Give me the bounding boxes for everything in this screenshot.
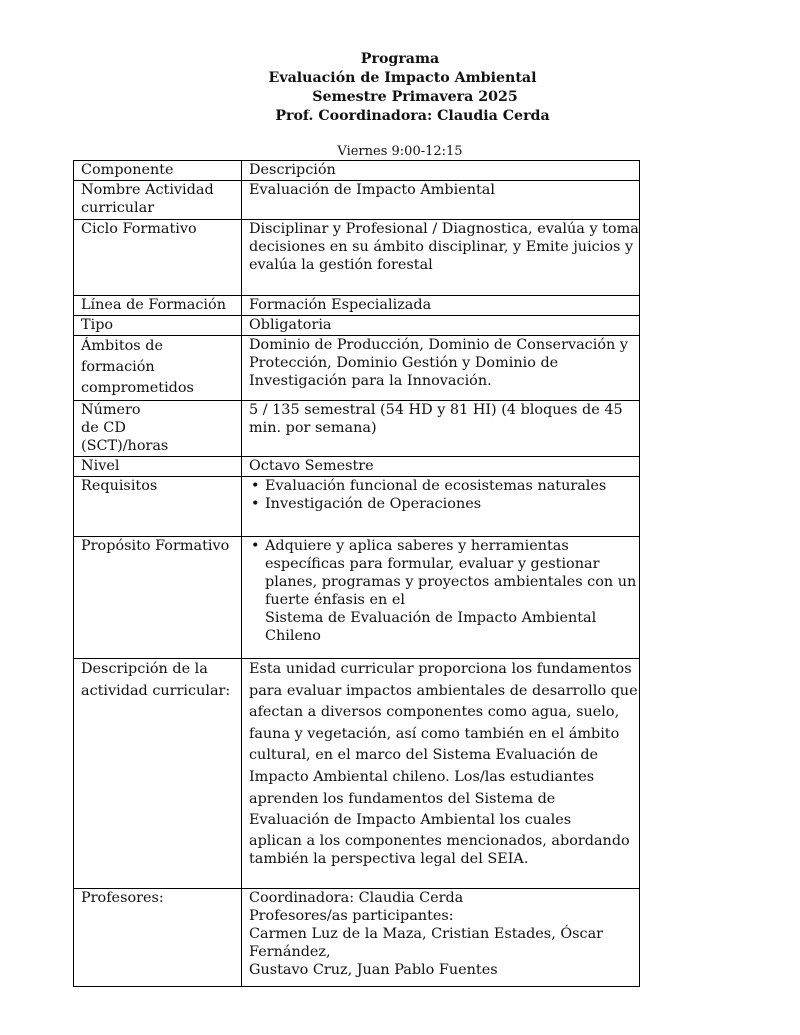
program-table [73, 160, 640, 987]
table-row [74, 316, 640, 336]
text-line: Coordinadora: Claudia Cerda [249, 890, 464, 906]
semester: Semestre Primavera 2025 [312, 89, 518, 105]
text-line: Gustavo Cruz, Juan Pablo Fuentes [249, 962, 498, 978]
row-label: Línea de Formación [74, 296, 242, 316]
table-row [74, 336, 640, 401]
list-item: • Evaluación funcional de ecosistemas naturales [249, 477, 639, 495]
schedule: Viernes 9:00-12:15 [337, 144, 463, 159]
row-label: Profesores: [74, 889, 242, 987]
text-line: Profesores/as participantes: [249, 908, 454, 924]
table-row [74, 181, 640, 220]
table-row [74, 477, 640, 537]
row-value [242, 659, 640, 889]
row-label: Nombre Actividad curricular [74, 181, 242, 220]
text-line: Esta unidad curricular proporciona los fundamentos para evaluar impactos ambientales de desarrollo que afectan a diversos componentes como agua, suelo, fauna y vegetación, así como también en el ámbito cultural, en el marco del Sistema Evaluación de Impacto Ambiental chileno. Los/las estudiantes aprenden los fundamentos del Sistema de Evaluación de Impacto Ambiental los cuales [249, 661, 638, 829]
table-row [74, 659, 640, 889]
table-header-row [74, 161, 640, 181]
text-line: decisiones en su ámbito disciplinar, y Emite juicios y evalúa la gestión forestal [249, 239, 634, 273]
table-row [74, 537, 640, 659]
row-value: 5 / 135 semestral (54 HD y 81 HI) (4 bloques de 45 min. por semana) [242, 401, 640, 457]
row-label: Ciclo Formativo [74, 220, 242, 296]
list-item: • Investigación de Operaciones [249, 495, 639, 513]
header-description: Descripción [242, 161, 640, 181]
table-row [74, 220, 640, 296]
row-label: Requisitos [74, 477, 242, 537]
row-label: Ámbitos de formación comprometidos [74, 336, 242, 401]
course-name: Evaluación de Impacto Ambiental [268, 70, 537, 86]
list-item [249, 537, 639, 645]
row-label: Nivel [74, 457, 242, 477]
coordinator: Prof. Coordinadora: Claudia Cerda [275, 108, 550, 124]
header-component: Componente [74, 161, 242, 181]
row-label: Tipo [74, 316, 242, 336]
row-value: Octavo Semestre [242, 457, 640, 477]
text-line: aplican a los componentes mencionados, abordando también la perspectiva legal del SEIA. [249, 832, 630, 867]
row-value [242, 220, 640, 296]
text-line: Sistema de Evaluación de Impacto Ambiental Chileno [265, 610, 597, 644]
row-label: Número de CD (SCT)/horas [74, 401, 242, 457]
row-label: Propósito Formativo [74, 537, 242, 659]
purpose-list [249, 537, 639, 645]
document-header [0, 50, 800, 126]
row-label: Descripción de la actividad curricular: [74, 659, 242, 889]
row-value [242, 889, 640, 987]
table-row [74, 401, 640, 457]
requirements-list [249, 477, 639, 513]
text-line: Disciplinar y Profesional / Diagnostica, evalúa y toma [249, 221, 639, 237]
row-value: Dominio de Producción, Dominio de Conservación y Protección, Dominio Gestión y Dominio de Investigación para la Innovación. [242, 336, 640, 401]
row-value [242, 477, 640, 537]
row-value: Formación Especializada [242, 296, 640, 316]
table-row [74, 457, 640, 477]
table-row [74, 889, 640, 987]
text-line: • Adquiere y aplica saberes y herramientas específicas para formular, evaluar y gestionar planes, programas y proyectos ambientales con un fuerte énfasis en el [265, 538, 637, 608]
row-value [242, 537, 640, 659]
row-value: Obligatoria [242, 316, 640, 336]
table-row [74, 296, 640, 316]
document-title: Programa [360, 51, 440, 67]
row-value: Evaluación de Impacto Ambiental [242, 181, 640, 220]
text-line: Carmen Luz de la Maza, Cristian Estades, Óscar Fernández, [249, 926, 604, 960]
